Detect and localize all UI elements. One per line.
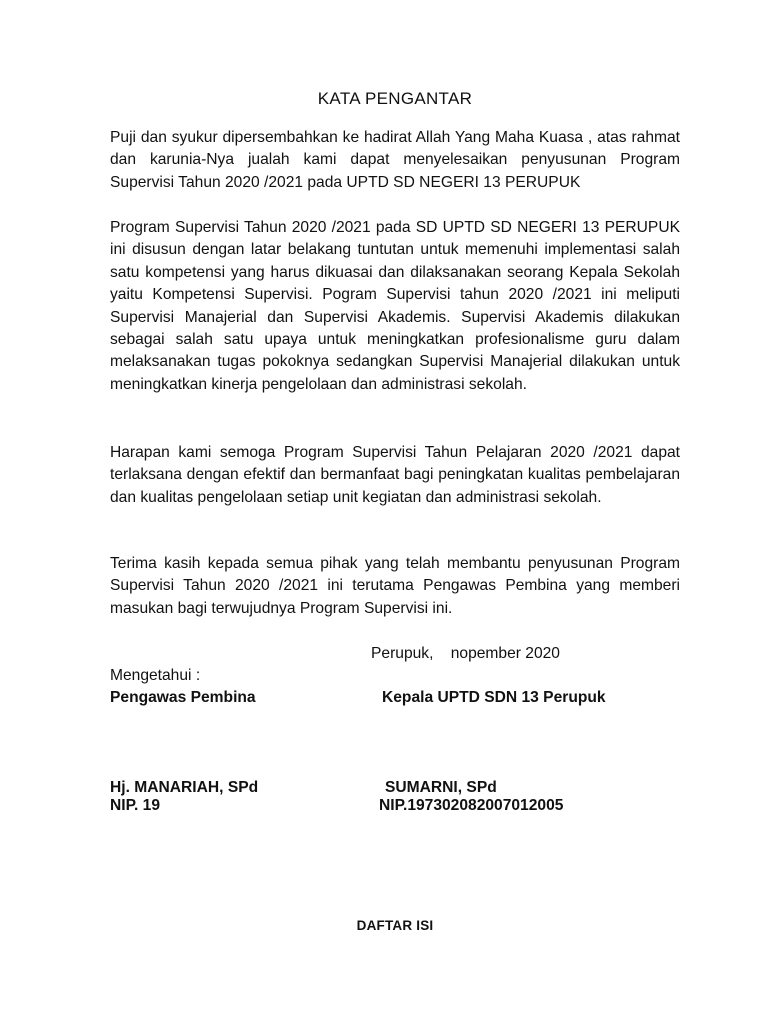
signatory-left-role: Pengawas Pembina bbox=[110, 689, 256, 706]
signatory-left-name: Hj. MANARIAH, SPd bbox=[110, 779, 259, 796]
place-date: Perupuk, nopember 2020 bbox=[371, 645, 560, 662]
paragraph-hope: Harapan kami semoga Program Supervisi Tahun Pelajaran 2020 /2021 dapat terlaksana dengan efektif dan bermanfaat bagi peningkatan kualitas pembelajaran dan kualitas pengelolaan setiap unit kegiatan dan administrasi sekolah. bbox=[110, 444, 680, 506]
table-of-contents-heading: DAFTAR ISI bbox=[356, 918, 434, 933]
signatory-right-nip: NIP.197302082007012005 bbox=[379, 797, 564, 814]
page-title: KATA PENGANTAR bbox=[317, 89, 473, 108]
signatory-right-role: Kepala UPTD SDN 13 Perupuk bbox=[382, 689, 606, 706]
acknowledged-label: Mengetahui : bbox=[110, 667, 201, 684]
paragraph-thanks: Terima kasih kepada semua pihak yang telah membantu penyusunan Program Supervisi Tahun 2020 /2021 ini terutama Pengawas Pembina yang memberi masukan bagi terwujudnya Program Supervisi ini. bbox=[110, 555, 680, 617]
paragraph-opening: Puji dan syukur dipersembahkan ke hadirat Allah Yang Maha Kuasa , atas rahmat dan karunia-Nya jualah kami dapat menyelesaikan penyusunan Program Supervisi Tahun 2020 /2021 pada UPTD SD NEGERI 13 PERUPUK bbox=[110, 129, 680, 191]
signatory-right-name: SUMARNI, SPd bbox=[385, 779, 497, 796]
signatory-left-nip: NIP. 19 bbox=[110, 797, 160, 814]
paragraph-background: Program Supervisi Tahun 2020 /2021 pada SD UPTD SD NEGERI 13 PERUPUK ini disusun dengan latar belakang tuntutan untuk memenuhi implementasi salah satu kompetensi yang harus dikuasai dan dilaksanakan seorang Kepala Sekolah yaitu Kompetensi Supervisi. Pogram Supervisi tahun 2020 /2021 ini meliputi Supervisi Manajerial dan Supervisi Akademis. Supervisi Akademis dilakukan sebagai salah satu upaya untuk meningkatkan profesionalisme guru dalam melaksanakan tugas pokoknya sedangkan Supervisi Manajerial dilakukan untuk meningkatkan kinerja pengelolaan dan administrasi sekolah. bbox=[110, 219, 680, 393]
